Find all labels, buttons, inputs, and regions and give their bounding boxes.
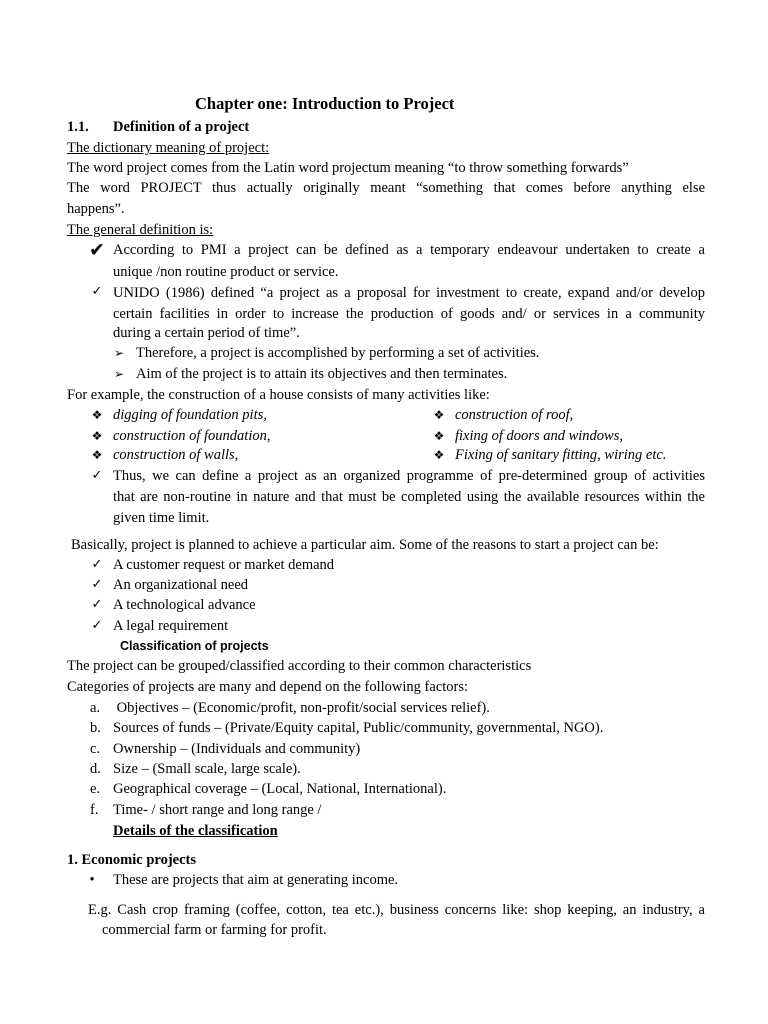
activity-item: construction of roof, — [455, 407, 574, 423]
economic-bullet-text: These are projects that aim at generating income. — [113, 872, 399, 888]
factor-letter: a. — [90, 700, 101, 716]
sub-point-aim: Aim of the project is to attain its objectives and then terminates. — [136, 366, 508, 382]
summary-line2: that are non-routine in nature and that must be completed using the available resources within the — [113, 488, 705, 505]
reason-item: An organizational need — [113, 577, 249, 593]
dictionary-text-2-line1: The word PROJECT thus actually originally meant “something that comes before anything else — [67, 180, 705, 196]
section-number: 1.1. — [67, 119, 89, 135]
checkmark-icon: ✓ — [91, 557, 103, 572]
sub-point-activities: Therefore, a project is accomplished by performing a set of activities. — [136, 345, 540, 361]
definition-pmi — [113, 240, 705, 261]
factor-letter: d. — [90, 761, 101, 777]
classification-heading: Classification of projects — [120, 639, 269, 653]
definition-unido-line2: certain facilities in order to increase the production of goods and/ or services in a community — [113, 305, 705, 322]
economic-example-line2: commercial farm or farming for profit. — [102, 922, 327, 938]
bullet-icon: • — [89, 872, 95, 888]
economic-example — [88, 900, 705, 921]
diamond-bullet-icon: ❖ — [91, 429, 103, 443]
checkmark-icon: ✓ — [91, 597, 103, 612]
factor-item: Time- / short range and long range / — [113, 802, 322, 818]
economic-heading: 1. Economic projects — [67, 852, 196, 868]
project-definition-summary — [113, 466, 705, 507]
activity-item: digging of foundation pits, — [113, 407, 267, 423]
diamond-bullet-icon: ❖ — [433, 408, 445, 422]
reasons-intro: Basically, project is planned to achieve a particular aim. Some of the reasons to start a project can be: — [71, 537, 659, 553]
activity-item: construction of walls, — [113, 447, 239, 463]
factor-item: Ownership – (Individuals and community) — [113, 741, 361, 757]
summary-line3: given time limit. — [113, 510, 210, 526]
dictionary-text-2 — [67, 178, 705, 199]
factor-item: Size – (Small scale, large scale). — [113, 761, 301, 777]
factor-item: Sources of funds – (Private/Equity capital, Public/community, governmental, NGO). — [113, 720, 604, 736]
activity-item: Fixing of sanitary fitting, wiring etc. — [455, 447, 667, 463]
factor-letter: c. — [90, 741, 101, 757]
diamond-bullet-icon: ❖ — [433, 429, 445, 443]
reason-item: A technological advance — [113, 597, 256, 613]
definition-unido-line1: UNIDO (1986) defined “a project as a proposal for investment to create, expand and/or develop — [113, 285, 705, 301]
factor-letter: e. — [90, 781, 101, 797]
dictionary-text-1: The word project comes from the Latin word projectum meaning “to throw something forwards” — [67, 160, 629, 176]
checkmark-icon: ✔ — [89, 239, 105, 261]
economic-example-line1: E.g. Cash crop framing (coffee, cotton, tea etc.), business concerns like: shop keeping, an industry, a — [88, 902, 705, 918]
chapter-title: Chapter one: Introduction to Project — [195, 94, 455, 113]
classification-text-2: Categories of projects are many and depend on the following factors: — [67, 679, 469, 695]
checkmark-icon: ✓ — [91, 577, 103, 592]
example-intro: For example, the construction of a house consists of many activities like: — [67, 387, 490, 403]
checkmark-icon: ✓ — [91, 618, 103, 633]
factor-item: Objectives – (Economic/profit, non-profit/social services relief). — [113, 700, 490, 716]
arrow-bullet-icon: ➢ — [113, 367, 125, 381]
diamond-bullet-icon: ❖ — [433, 448, 445, 462]
dictionary-heading: The dictionary meaning of project: — [67, 140, 270, 156]
activity-item: fixing of doors and windows, — [455, 428, 623, 444]
factor-letter: f. — [90, 802, 99, 818]
factor-item: Geographical coverage – (Local, National, International). — [113, 781, 447, 797]
details-heading: Details of the classification — [113, 823, 278, 839]
checkmark-icon: ✓ — [91, 284, 103, 299]
definition-unido — [113, 283, 705, 324]
summary-line1: Thus, we can define a project as an organized programme of pre-determined group of activities — [113, 468, 705, 484]
arrow-bullet-icon: ➢ — [113, 346, 125, 360]
checkmark-icon: ✓ — [91, 468, 103, 483]
activity-item: construction of foundation, — [113, 428, 271, 444]
classification-text-1: The project can be grouped/classified according to their common characteristics — [67, 658, 532, 674]
factor-letter: b. — [90, 720, 101, 736]
definition-unido-line3: during a certain period of time”. — [113, 325, 300, 341]
general-heading: The general definition is: — [67, 222, 214, 238]
diamond-bullet-icon: ❖ — [91, 448, 103, 462]
section-title: Definition of a project — [113, 119, 250, 135]
reason-item: A legal requirement — [113, 618, 229, 634]
dictionary-text-2-line2: happens”. — [67, 201, 125, 217]
reason-item: A customer request or market demand — [113, 557, 335, 573]
definition-pmi-line1: According to PMI a project can be defined as a temporary endeavour undertaken to create a — [113, 242, 705, 258]
diamond-bullet-icon: ❖ — [91, 408, 103, 422]
definition-pmi-line2: unique /non routine product or service. — [113, 264, 339, 280]
